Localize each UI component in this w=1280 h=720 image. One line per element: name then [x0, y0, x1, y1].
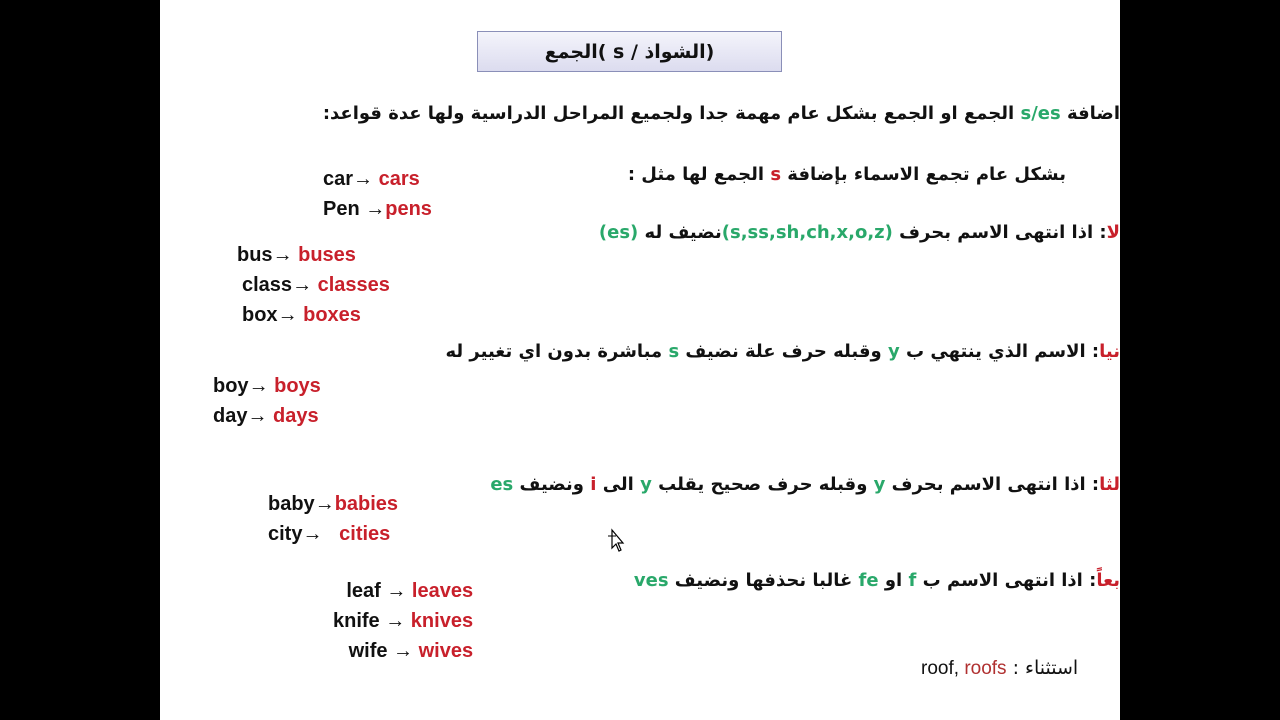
rule-third-i: i [590, 474, 597, 495]
example-text: day [213, 405, 248, 427]
example-item [333, 636, 473, 666]
intro-pre: اضافة [1060, 103, 1120, 124]
rule-second-post: مباشرة بدون اي تغيير له [445, 341, 669, 362]
rule-general-pre: بشكل عام تجمع الاسماء بإضافة [781, 164, 1066, 185]
example-text: city [268, 523, 303, 545]
rule-second-s: s [668, 341, 680, 362]
plural-form: buses [298, 244, 356, 266]
example-text: → [248, 375, 269, 397]
exception-line [921, 657, 1078, 680]
example-text: → [302, 523, 323, 545]
example-text: → [247, 405, 268, 427]
rule-third-mid2: الى [596, 474, 641, 495]
example-text: → [272, 244, 293, 266]
intro-code: s/es [1020, 103, 1061, 124]
exception-word: roof, [921, 658, 965, 679]
rule-fourth-ves: ves [633, 570, 669, 591]
plural-form: cities [322, 523, 391, 545]
rule-second-y: y [888, 341, 900, 362]
rule-general-letter: s [770, 164, 782, 185]
rule-fourth-f: f [908, 570, 917, 591]
rule-third-y: y [873, 474, 886, 495]
example-text: → [386, 580, 407, 602]
slide [160, 0, 1120, 720]
example-item [213, 401, 321, 431]
example-item [237, 300, 390, 330]
examples-group-vowel-y [213, 371, 321, 431]
plural-form: boxes [303, 304, 361, 326]
rule-first-pre: : اذا انتهى الاسم بحرف [892, 222, 1107, 243]
intro-post: الجمع او الجمع بشكل عام مهمة جدا ولجميع المراحل الدراسية ولها عدة قواعد: [322, 103, 1021, 124]
example-text: → [365, 198, 386, 220]
title-text: الجمع( s / الشواذ) [544, 40, 715, 63]
example-item [333, 576, 473, 606]
rule-third-mid: وقبله حرف صحيح يقلب [651, 474, 874, 495]
rule-third-pre: : اذا انتهى الاسم بحرف [885, 474, 1100, 495]
example-text: leaf [346, 580, 387, 602]
examples-group-consonant-y [268, 489, 398, 549]
rule-fourth-fe: fe [858, 570, 879, 591]
example-text: boy [213, 375, 249, 397]
rule-fourth-pre: : اذا انتهى الاسم ب [916, 570, 1097, 591]
plural-form: babies [334, 493, 399, 515]
rule-second [445, 341, 1120, 362]
rule-fourth [634, 570, 1120, 591]
intro-line [323, 103, 1120, 124]
example-item [268, 489, 398, 519]
example-item [213, 371, 321, 401]
exception-label: استثناء : [1012, 657, 1079, 679]
rule-first-label: لا [1106, 222, 1120, 243]
plural-form: wives [413, 640, 474, 662]
examples-group-f-fe [333, 576, 473, 666]
rule-fourth-mid: او [878, 570, 909, 591]
example-text: box [242, 304, 278, 326]
example-text: → [385, 610, 406, 632]
example-item [237, 240, 390, 270]
rule-first-end: (es) [598, 222, 639, 243]
rule-general [628, 164, 1066, 185]
rule-first-mid: نضيف له [638, 222, 722, 243]
example-item [237, 270, 390, 300]
rule-third-label: لثا [1099, 474, 1120, 495]
example-text: → [393, 640, 414, 662]
example-text: wife [348, 640, 394, 662]
example-text: bus [237, 244, 273, 266]
example-text: class [242, 274, 293, 296]
rule-first [599, 222, 1120, 243]
examples-group-regular [323, 164, 432, 224]
example-item [323, 194, 432, 224]
example-text: baby [268, 493, 315, 515]
example-item [268, 519, 398, 549]
plural-form: days [273, 405, 319, 427]
example-text: Pen [323, 198, 366, 220]
rule-first-letters: (s,ss,sh,ch,x,o,z) [721, 222, 893, 243]
rule-fourth-label: بعاً [1096, 570, 1120, 591]
rule-third-y2: y [640, 474, 652, 495]
plural-form: classes [317, 274, 390, 296]
example-item [323, 164, 432, 194]
rule-second-mid: وقبله حرف علة نضيف [679, 341, 888, 362]
example-text: knife [333, 610, 386, 632]
example-text: car [323, 168, 354, 190]
example-item [333, 606, 473, 636]
exception-plural: roofs [964, 658, 1007, 679]
rule-general-post: الجمع لها مثل : [627, 164, 771, 185]
plural-form: pens [385, 198, 432, 220]
plural-form: boys [274, 375, 321, 397]
example-text: → [353, 168, 374, 190]
slide-title [477, 31, 782, 72]
plural-form: cars [378, 168, 420, 190]
rule-fourth-mid2: غالبا نحذفها ونضيف [668, 570, 859, 591]
example-text: → [292, 274, 313, 296]
rule-second-label: نيا [1099, 341, 1120, 362]
example-text: → [277, 304, 298, 326]
example-text: → [314, 493, 335, 515]
rule-second-pre: : الاسم الذي ينتهي ب [899, 341, 1100, 362]
examples-group-es [237, 240, 390, 330]
rule-third [490, 474, 1120, 495]
plural-form: leaves [406, 580, 474, 602]
move-cursor-icon [606, 528, 626, 558]
rule-third-es: es [490, 474, 514, 495]
rule-third-mid3: ونضيف [513, 474, 591, 495]
plural-form: knives [405, 610, 474, 632]
